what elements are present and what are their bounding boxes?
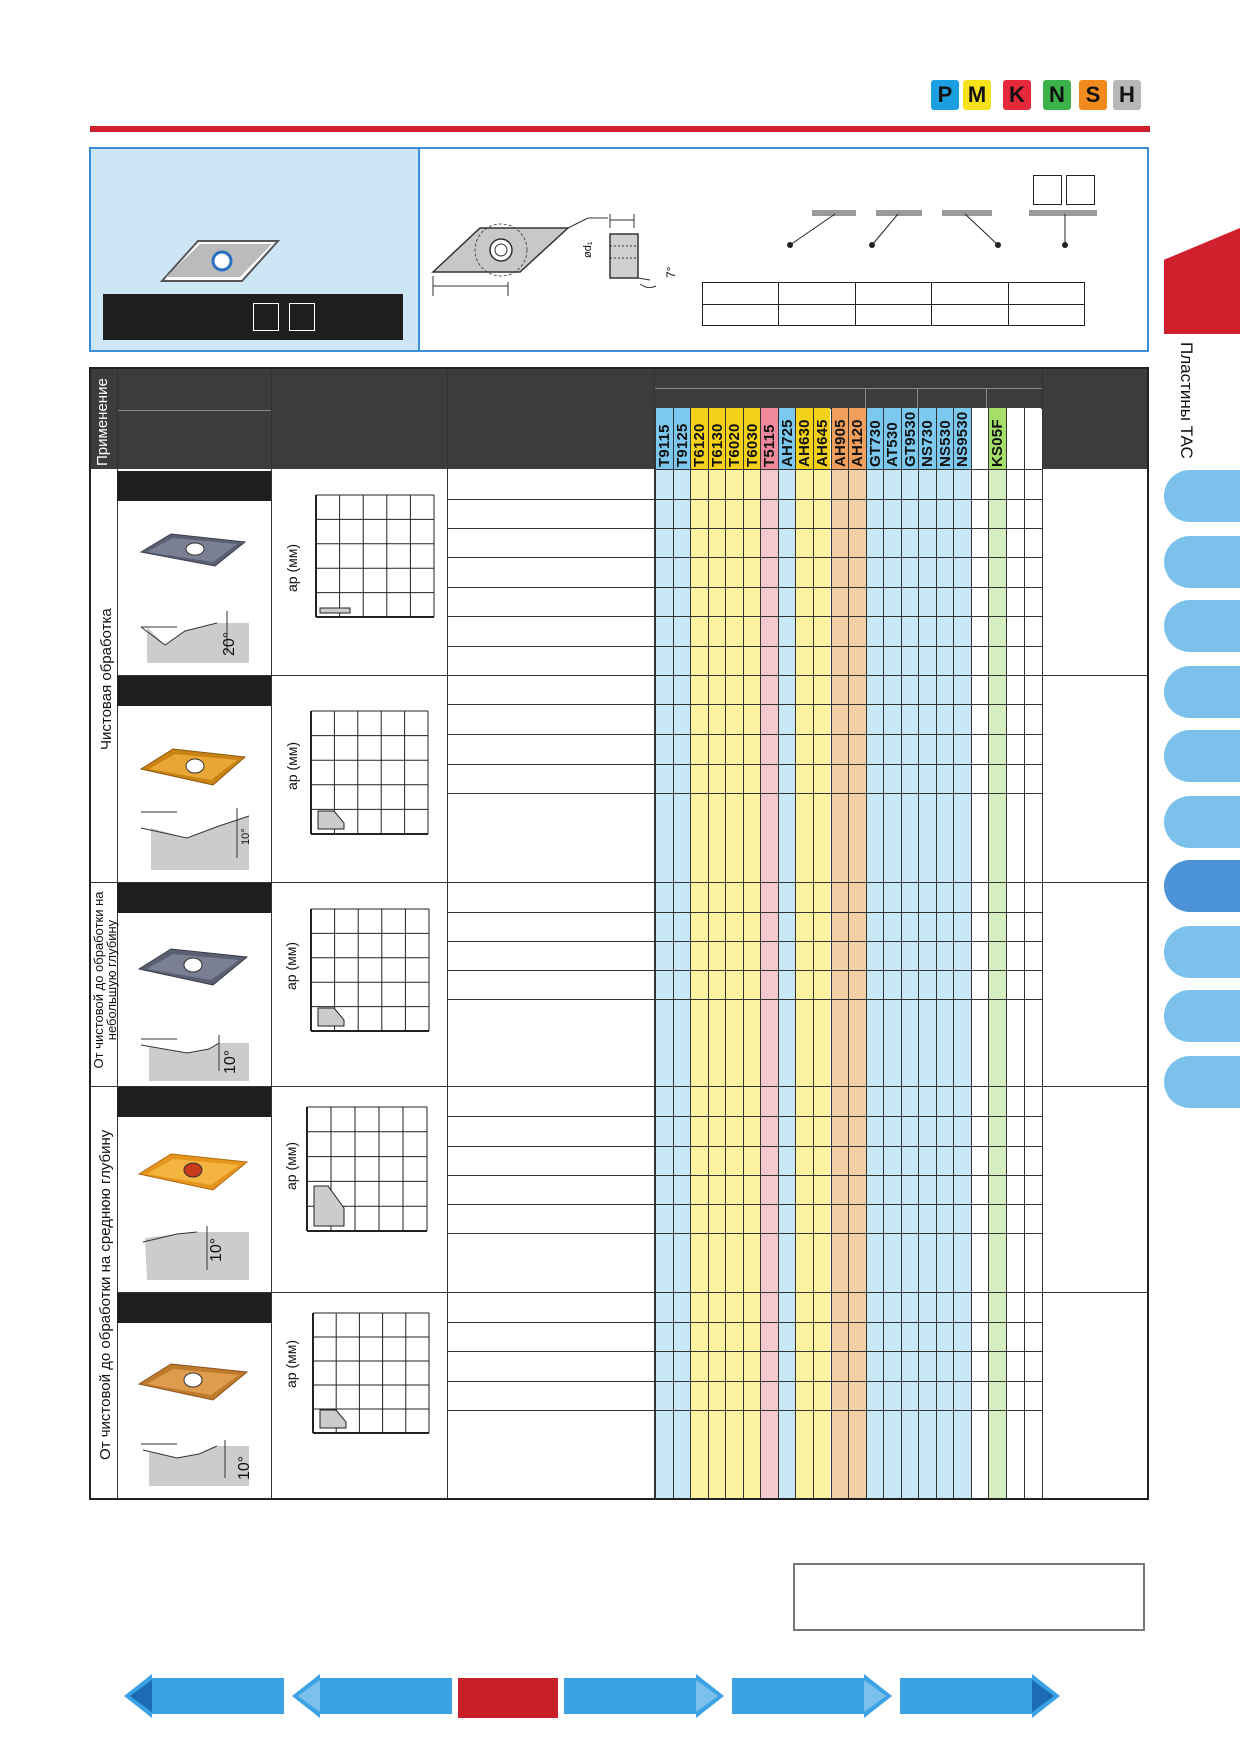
- table-row-line: [447, 793, 1042, 794]
- grade-col-line: [936, 408, 937, 1498]
- sep-medium-2: [117, 1292, 1147, 1293]
- grade-column: [883, 408, 901, 1498]
- side-tab-7-active[interactable]: [1164, 860, 1240, 912]
- chipbreaker-profile-2: [137, 808, 251, 870]
- ap-label-3: ap (мм): [283, 941, 299, 990]
- nav-forward-button[interactable]: [730, 1672, 895, 1720]
- header-shape-split: [118, 410, 271, 411]
- grade-name: AH725: [778, 419, 796, 467]
- ap-label-5: ap (мм): [283, 1339, 299, 1388]
- table-row-line: [447, 499, 1042, 500]
- iso-k-badge: K: [1003, 80, 1031, 110]
- table-row-line: [447, 1381, 1042, 1382]
- insert-photo-5: [135, 1360, 251, 1404]
- side-tab-6[interactable]: [1164, 796, 1240, 848]
- grade-column: [831, 408, 849, 1498]
- grade-name: T6020: [726, 423, 744, 467]
- ap-label-1: ap (мм): [284, 543, 300, 592]
- table-row-line: [447, 1351, 1042, 1352]
- side-tab-10[interactable]: [1164, 1056, 1240, 1108]
- dimension-table: [702, 282, 1085, 326]
- section-1-code: [117, 471, 271, 501]
- side-tab-4[interactable]: [1164, 666, 1240, 718]
- section-3-code: [117, 883, 271, 913]
- grade-column: [988, 408, 1006, 1498]
- table-row-line: [447, 941, 1042, 942]
- grade-column: [971, 408, 989, 1498]
- label-light: От чистовой до обработки на небольшую глубину: [91, 891, 119, 1069]
- side-tab-8[interactable]: [1164, 926, 1240, 978]
- grade-column: [901, 408, 919, 1498]
- grade-col-line: [690, 408, 691, 1498]
- grade-column: [1006, 408, 1024, 1498]
- side-tab-3[interactable]: [1164, 600, 1240, 652]
- grade-col-line: [883, 408, 884, 1498]
- table-row-line: [447, 616, 1042, 617]
- grade-col-line: [901, 408, 902, 1498]
- grade-name: NS9530: [954, 411, 972, 467]
- header-grades: [655, 369, 1042, 409]
- grade-column: [918, 408, 936, 1498]
- grade-column: [795, 408, 813, 1498]
- table-row-line: [447, 587, 1042, 588]
- table-row-line: [447, 1410, 1042, 1411]
- grade-col-line: [971, 408, 972, 1498]
- table-row-line: [447, 764, 1042, 765]
- table-row-line: [447, 1175, 1042, 1176]
- grade-col-line: [655, 408, 656, 1498]
- grade-col-line: [778, 408, 779, 1498]
- angle-label-5: 10°: [236, 1455, 253, 1480]
- grade-column: [848, 408, 866, 1498]
- clearance-angle-label: 7°: [664, 266, 678, 278]
- grade-group-line: [655, 388, 1042, 389]
- grade-head-cell: [1006, 408, 1024, 469]
- grade-name: GT9530: [901, 411, 919, 467]
- angle-label-4: 10°: [208, 1237, 225, 1262]
- code-box-3: [1033, 175, 1062, 205]
- grade-col-line: [813, 408, 814, 1498]
- grade-column: [655, 408, 673, 1498]
- table-row-line: [447, 1116, 1042, 1117]
- insert-photo-2: [137, 745, 249, 789]
- ap-label-4: ap (мм): [283, 1141, 299, 1190]
- nav-first-button[interactable]: [122, 1672, 287, 1720]
- diameter-label: ød₁: [582, 241, 594, 258]
- table-row-line: [447, 1233, 1042, 1234]
- grade-name: NS530: [936, 420, 954, 467]
- grade-column: [936, 408, 954, 1498]
- side-tab-2[interactable]: [1164, 536, 1240, 588]
- nav-last-button[interactable]: [898, 1672, 1063, 1720]
- code-box-4: [1066, 175, 1095, 205]
- grade-col-line: [866, 408, 867, 1498]
- grade-group-div-3: [986, 388, 987, 409]
- table-row-line: [447, 734, 1042, 735]
- header-divider: [418, 149, 420, 350]
- header-shape: [118, 369, 271, 469]
- grade-column: [1024, 408, 1042, 1498]
- table-row-line: [447, 646, 1042, 647]
- nav-home-button[interactable]: [458, 1678, 558, 1718]
- table-row-line: [447, 1146, 1042, 1147]
- grade-name: AH645: [813, 419, 831, 467]
- iso-p-badge: P: [931, 80, 959, 110]
- grade-column: [813, 408, 831, 1498]
- side-tab-5[interactable]: [1164, 730, 1240, 782]
- col-line-range: [447, 369, 448, 1498]
- header-application-label: Применение: [94, 378, 111, 466]
- iso-n-badge: N: [1043, 80, 1071, 110]
- angle-label-2: 10°: [240, 828, 252, 845]
- iso-s-badge: S: [1079, 80, 1107, 110]
- grade-col-line: [1006, 408, 1007, 1498]
- ap-grid-chart: [315, 494, 435, 618]
- grade-col-line: [673, 408, 674, 1498]
- section-2-code: [117, 676, 271, 706]
- grade-col-line: [1024, 408, 1025, 1498]
- grade-column: [953, 408, 971, 1498]
- grade-col-line: [848, 408, 849, 1498]
- table-row-line: [447, 557, 1042, 558]
- insert-photo-3: [135, 945, 251, 989]
- section-5-code: [117, 1293, 271, 1323]
- ap-grid-chart: [310, 908, 430, 1032]
- grade-column: [690, 408, 708, 1498]
- grade-name: T5115: [761, 424, 779, 467]
- nav-prev-button[interactable]: [290, 1672, 455, 1720]
- insert-photo-4: [135, 1150, 251, 1194]
- grade-header-bottom: [655, 469, 1042, 470]
- grade-col-line: [708, 408, 709, 1498]
- code-dot-2: [869, 242, 875, 248]
- grade-column: [778, 408, 796, 1498]
- grade-column: [743, 408, 761, 1498]
- code-leader-lines: [780, 212, 1100, 252]
- grade-name: T6030: [743, 423, 761, 467]
- label-medium: От чистовой до обработки на среднюю глубину: [97, 1129, 114, 1460]
- chipbreaker-profile-5: [137, 1440, 251, 1486]
- grade-name: T6120: [691, 423, 709, 467]
- ap-grid-chart: [310, 710, 429, 835]
- grade-group-div-2: [917, 388, 918, 409]
- col-line-shape: [271, 369, 272, 1498]
- side-tab-1[interactable]: [1164, 470, 1240, 522]
- ap-grid-chart: [312, 1312, 430, 1434]
- table-row-line: [447, 1204, 1042, 1205]
- grade-column: [725, 408, 743, 1498]
- header-designation: [448, 369, 654, 469]
- grade-name: AT530: [884, 422, 902, 467]
- chipbreaker-profile-4: [137, 1226, 251, 1280]
- grade-head-cell: [1024, 408, 1042, 469]
- code-dot-4: [1062, 242, 1068, 248]
- grade-col-line: [831, 408, 832, 1498]
- grade-col-line: [743, 408, 744, 1498]
- side-title: Пластины ТАС: [1177, 342, 1196, 459]
- header-cutting-range: [272, 369, 447, 469]
- section-4-code: [117, 1087, 271, 1117]
- header-rule: [90, 126, 1150, 132]
- grade-col-line: [760, 408, 761, 1498]
- ap-label-2: ap (мм): [284, 741, 300, 790]
- header-dimensions: [1043, 369, 1147, 469]
- ap-grid-chart: [306, 1106, 428, 1232]
- side-chapter-tab[interactable]: [1164, 228, 1240, 334]
- sep-finish-2: [117, 675, 1147, 676]
- grade-col-line: [725, 408, 726, 1498]
- label-finishing: Чистовая обработка: [98, 608, 115, 750]
- grade-column: [866, 408, 884, 1498]
- grade-group-div-1: [865, 388, 866, 409]
- insert-photo-1: [137, 530, 249, 570]
- insert-symbol-icon: [160, 237, 280, 283]
- grade-name: GT730: [866, 420, 884, 467]
- table-row-line: [447, 912, 1042, 913]
- grade-name: T9125: [673, 423, 691, 467]
- col-line-desig: [654, 369, 655, 1498]
- table-row-line: [447, 528, 1042, 529]
- table-row-line: [447, 1322, 1042, 1323]
- side-tab-9[interactable]: [1164, 990, 1240, 1042]
- iso-h-badge: H: [1113, 80, 1141, 110]
- code-box-1: [253, 303, 279, 331]
- insert-dimension-drawing: [428, 206, 688, 306]
- grade-col-line: [953, 408, 954, 1498]
- code-box-2: [289, 303, 315, 331]
- grade-name: AH905: [831, 419, 849, 467]
- grade-name: AH120: [849, 419, 867, 467]
- col-line-dim: [1042, 369, 1043, 1498]
- table-row-line: [447, 999, 1042, 1000]
- code-dot-1: [787, 242, 793, 248]
- grade-column: [673, 408, 691, 1498]
- grade-col-line: [795, 408, 796, 1498]
- grade-name: AH630: [796, 419, 814, 467]
- table-row-line: [447, 970, 1042, 971]
- grade-name: KS05F: [989, 419, 1007, 467]
- grade-column: [708, 408, 726, 1498]
- angle-label-1: 20°: [221, 631, 238, 656]
- grade-col-line: [918, 408, 919, 1498]
- grade-name: T9115: [656, 424, 673, 467]
- nav-next-button[interactable]: [562, 1672, 727, 1720]
- footnote-box: [793, 1563, 1145, 1631]
- grade-name: NS730: [919, 420, 937, 467]
- table-row-line: [447, 704, 1042, 705]
- grade-col-line: [988, 408, 989, 1498]
- angle-label-3: 10°: [222, 1049, 239, 1074]
- grade-head-cell: [971, 408, 989, 469]
- iso-m-badge: M: [963, 80, 991, 110]
- code-dot-3: [995, 242, 1001, 248]
- grade-name: T6130: [708, 423, 726, 467]
- grade-column: [760, 408, 778, 1498]
